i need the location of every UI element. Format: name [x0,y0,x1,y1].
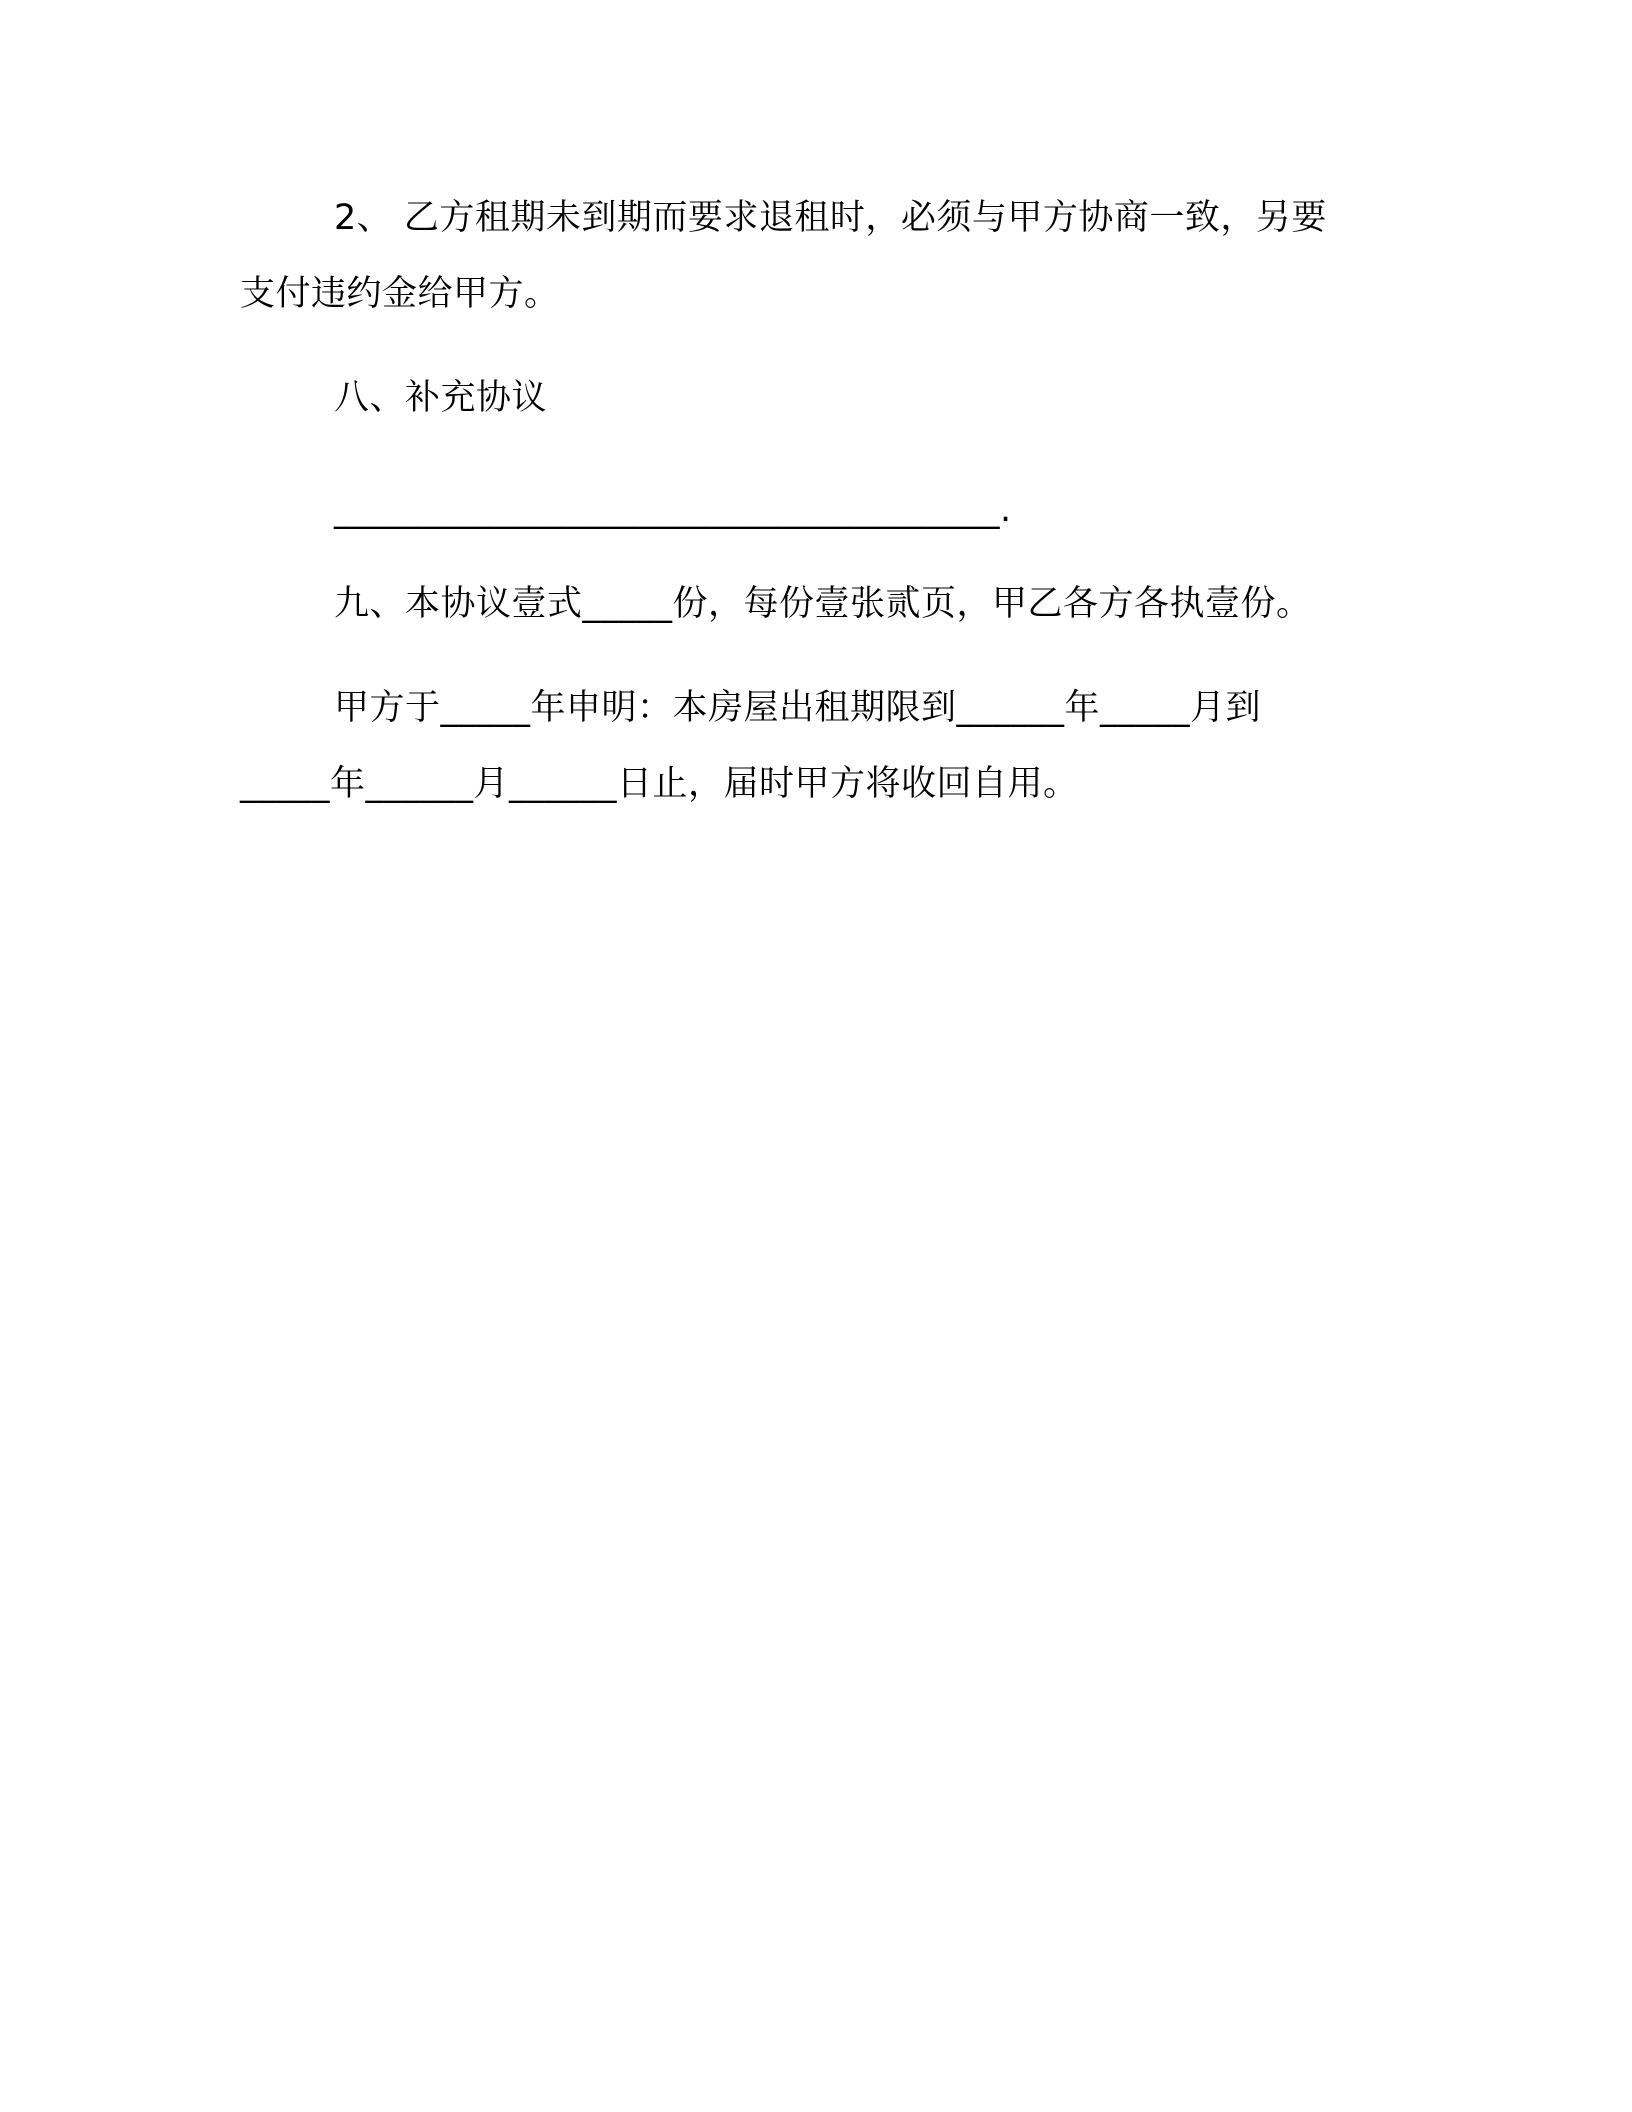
clause-7-2-line-2: 支付违约金给甲方。 [240,274,560,314]
section-8-heading-text: 八、补充协议 [334,378,548,418]
section-9-copies-text: 九、本协议壹式_____份，每份壹张贰页，甲乙各方各执壹份。 [334,584,1312,624]
supplementary-agreement-blank-line: _____________________________________. [334,490,1012,530]
party-a-declaration-line-1: 甲方于_____年申明：本房屋出租期限到______年_____月到 [334,688,1262,728]
party-a-declaration-line-2: _____年______月______日止，届时甲方将收回自用。 [240,764,1079,804]
clause-7-2-line-1: 2、 乙方租期未到期而要求退租时，必须与甲方协商一致，另要 [334,198,1327,238]
